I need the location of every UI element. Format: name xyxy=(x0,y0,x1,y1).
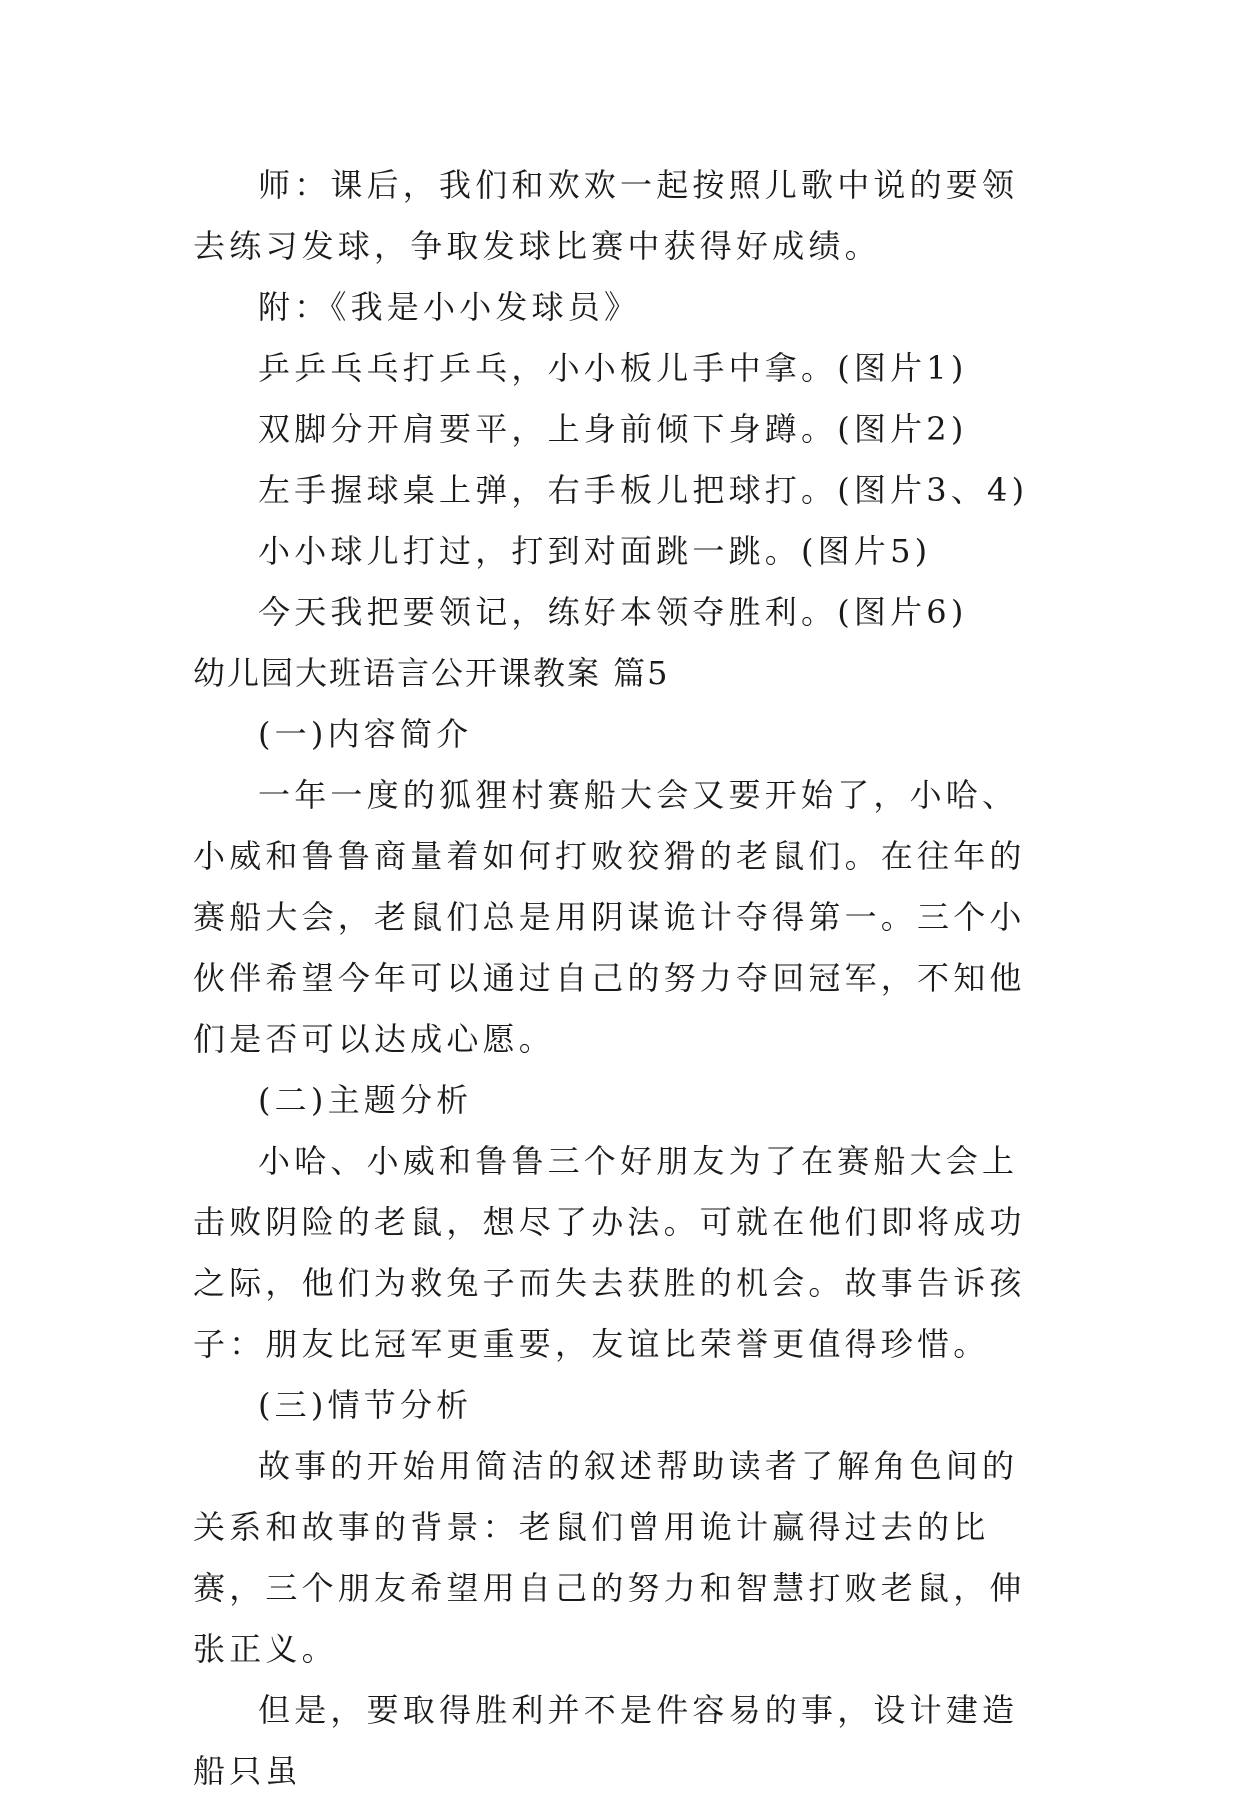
rhyme-line-1: 乒乒乓乓打乒乓，小小板儿手中拿。(图片1) xyxy=(258,349,968,387)
subheading-plot-analysis: (三)情节分析 xyxy=(258,1386,473,1424)
rhyme-line-3: 左手握球桌上弹，右手板儿把球打。(图片3、4) xyxy=(258,471,1029,509)
paragraph-content-summary: 一年一度的狐狸村赛船大会又要开始了，小哈、小威和鲁鲁商量着如何打败狡猾的老鼠们。在往年的赛船大会，老鼠们总是用阴谋诡计夺得第一。三个小伙伴希望今年可以通过自己的努力夺回冠军，不知他们是否可以达成心愿。 xyxy=(193,776,1026,1058)
paragraph-plot-analysis: 故事的开始用简洁的叙述帮助读者了解角色间的关系和故事的背景：老鼠们曾用诡计赢得过去的比赛，三个朋友希望用自己的努力和智慧打败老鼠，伸张正义。 xyxy=(193,1447,1026,1668)
section-heading: 幼儿园大班语言公开课教案 篇5 xyxy=(193,654,670,692)
paragraph-continuation: 但是，要取得胜利并不是件容易的事，设计建造船只虽 xyxy=(193,1691,1019,1790)
subheading-content-summary: (一)内容简介 xyxy=(258,715,473,753)
paragraph-teacher-after-class: 师：课后，我们和欢欢一起按照儿歌中说的要领去练习发球，争取发球比赛中获得好成绩。 xyxy=(193,166,1019,265)
paragraph-theme-analysis: 小哈、小威和鲁鲁三个好朋友为了在赛船大会上击败阴险的老鼠，想尽了办法。可就在他们即将成功之际，他们为救兔子而失去获胜的机会。故事告诉孩子：朋友比冠军更重要，友谊比荣誉更值得珍惜。 xyxy=(193,1142,1026,1363)
rhyme-line-4: 小小球儿打过，打到对面跳一跳。(图片5) xyxy=(258,532,932,570)
document-page xyxy=(193,155,1053,1802)
paragraph-appendix-title: 附：《我是小小发球员》 xyxy=(258,288,641,326)
subheading-theme-analysis: (二)主题分析 xyxy=(258,1081,473,1119)
rhyme-line-2: 双脚分开肩要平，上身前倾下身蹲。(图片2) xyxy=(258,410,968,448)
rhyme-line-5: 今天我把要领记，练好本领夺胜利。(图片6) xyxy=(258,593,968,631)
